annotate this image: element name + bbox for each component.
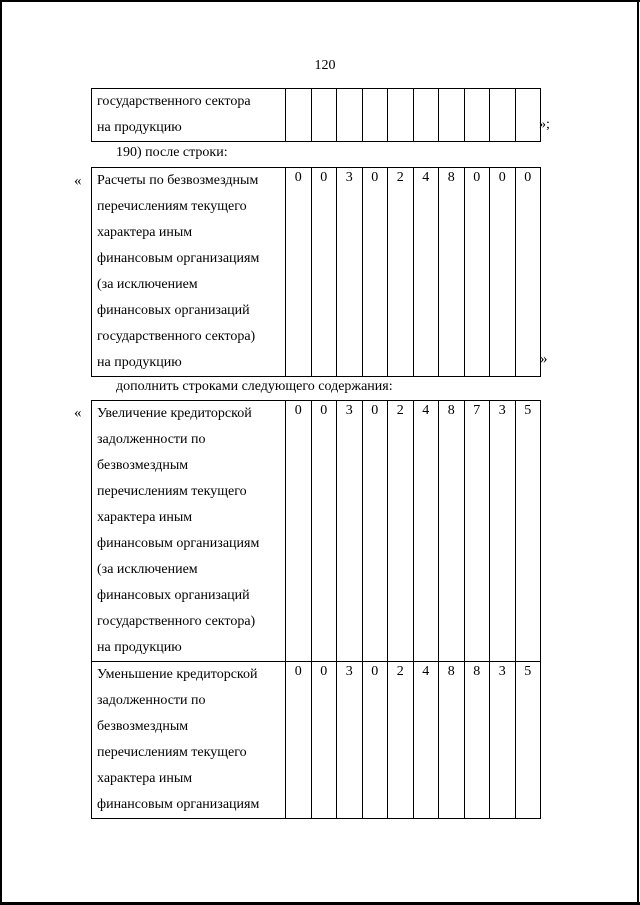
row-label-line: на продукцию bbox=[97, 355, 182, 370]
table-new-rows bbox=[91, 400, 541, 819]
table-row bbox=[92, 89, 541, 142]
row-label-line: государственного сектора) bbox=[97, 614, 256, 629]
row-label-line: характера иным bbox=[97, 510, 193, 525]
code-digit-cell: 0 bbox=[362, 401, 388, 662]
row-label-line: (за исключением bbox=[97, 562, 198, 577]
row-label-line: финансовым организациям bbox=[97, 251, 260, 266]
row-label-line: перечислениям текущего bbox=[97, 745, 247, 760]
code-digit-cell bbox=[362, 89, 388, 142]
code-digit-cell bbox=[464, 89, 490, 142]
opening-quote: « bbox=[74, 405, 82, 421]
row-label bbox=[92, 401, 286, 662]
row-label-line: финансовых организаций bbox=[97, 303, 250, 318]
page-number: 120 bbox=[314, 58, 336, 73]
code-digit-cell: 2 bbox=[388, 662, 414, 819]
code-digit-cell: 0 bbox=[464, 168, 490, 377]
code-digit-cell: 4 bbox=[413, 401, 439, 662]
code-digit-cell: 3 bbox=[490, 401, 516, 662]
code-digit-cell: 0 bbox=[286, 168, 312, 377]
code-digit-cell: 0 bbox=[311, 401, 337, 662]
code-digit-cell: 8 bbox=[439, 401, 465, 662]
table-row bbox=[92, 662, 541, 819]
row-label-line: задолженности по bbox=[97, 432, 206, 447]
row-label-line: перечислениям текущего bbox=[97, 484, 247, 499]
code-digit-cell bbox=[490, 89, 516, 142]
row-label-line: финансовых организаций bbox=[97, 588, 250, 603]
code-digit-cell: 5 bbox=[515, 662, 541, 819]
table-continuation bbox=[91, 88, 541, 142]
row-label bbox=[92, 89, 286, 142]
row-label-line: характера иным bbox=[97, 771, 193, 786]
row-label-line: безвозмездным bbox=[97, 719, 189, 734]
code-digit-cell: 0 bbox=[286, 662, 312, 819]
supplement-text: дополнить строками следующего содержания: bbox=[116, 379, 393, 394]
code-digit-cell: 0 bbox=[311, 168, 337, 377]
table-row bbox=[92, 168, 541, 377]
code-digit-cell bbox=[388, 89, 414, 142]
code-digit-cell: 0 bbox=[515, 168, 541, 377]
code-digit-cell: 2 bbox=[388, 401, 414, 662]
closing-quote: » bbox=[540, 351, 548, 367]
scan-border-top bbox=[0, 0, 640, 2]
code-digit-cell: 4 bbox=[413, 662, 439, 819]
code-digit-cell: 0 bbox=[362, 168, 388, 377]
row-label-line: финансовым организациям bbox=[97, 536, 260, 551]
row-label-line: государственного сектора bbox=[97, 94, 251, 109]
row-label-line: на продукцию bbox=[97, 640, 182, 655]
code-digit-cell: 3 bbox=[337, 168, 363, 377]
table-after-row bbox=[91, 167, 541, 377]
code-digit-cell: 8 bbox=[439, 168, 465, 377]
code-digit-cell bbox=[515, 89, 541, 142]
item-190-text: 190) после строки: bbox=[116, 145, 228, 160]
code-digit-cell: 4 bbox=[413, 168, 439, 377]
code-digit-cell: 8 bbox=[464, 662, 490, 819]
code-digit-cell: 7 bbox=[464, 401, 490, 662]
code-digit-cell: 3 bbox=[337, 401, 363, 662]
scan-border-left bbox=[0, 0, 2, 905]
code-digit-cell: 0 bbox=[362, 662, 388, 819]
code-digit-cell: 3 bbox=[337, 662, 363, 819]
row-label-line: финансовым организациям bbox=[97, 797, 260, 812]
row-label-line: Увеличение кредиторской bbox=[97, 406, 252, 421]
row-label-line: безвозмездным bbox=[97, 458, 189, 473]
row-label-line: задолженности по bbox=[97, 693, 206, 708]
row-label-line: перечислениям текущего bbox=[97, 199, 247, 214]
row-label-line: Расчеты по безвозмездным bbox=[97, 173, 259, 188]
code-digit-cell: 2 bbox=[388, 168, 414, 377]
code-digit-cell: 0 bbox=[311, 662, 337, 819]
table-row bbox=[92, 401, 541, 662]
code-digit-cell bbox=[311, 89, 337, 142]
row-label-line: государственного сектора) bbox=[97, 329, 256, 344]
row-label-line: (за исключением bbox=[97, 277, 198, 292]
code-digit-cell bbox=[439, 89, 465, 142]
row-label-line: Уменьшение кредиторской bbox=[97, 667, 258, 682]
row-label bbox=[92, 168, 286, 377]
scan-border-right bbox=[637, 0, 639, 905]
code-digit-cell bbox=[413, 89, 439, 142]
code-digit-cell: 8 bbox=[439, 662, 465, 819]
code-digit-cell: 5 bbox=[515, 401, 541, 662]
code-digit-cell bbox=[337, 89, 363, 142]
code-digit-cell: 0 bbox=[286, 401, 312, 662]
closing-quote-semicolon: »; bbox=[539, 117, 550, 132]
code-digit-cell: 0 bbox=[490, 168, 516, 377]
code-digit-cell bbox=[286, 89, 312, 142]
row-label bbox=[92, 662, 286, 819]
row-label-line: на продукцию bbox=[97, 120, 182, 135]
row-label-line: характера иным bbox=[97, 225, 193, 240]
code-digit-cell: 3 bbox=[490, 662, 516, 819]
opening-quote: « bbox=[74, 173, 82, 189]
